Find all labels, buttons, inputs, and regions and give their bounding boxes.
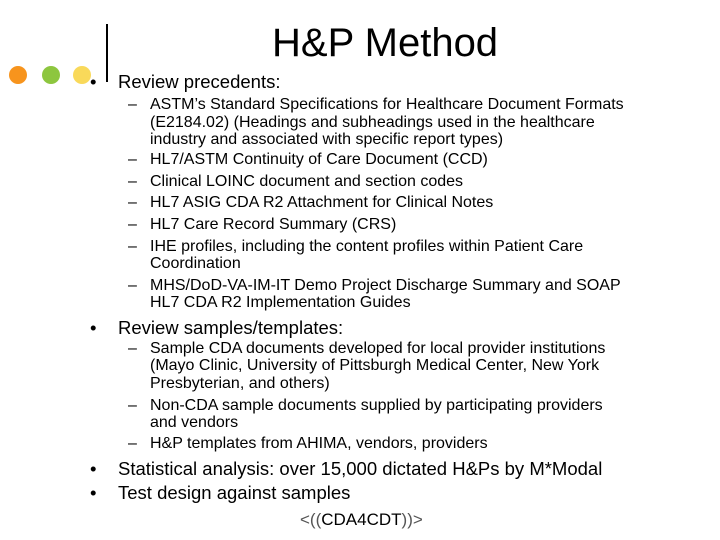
dash-icon: –: [128, 340, 137, 357]
slide-title: H&P Method: [272, 21, 499, 65]
sub-bullet-text: ASTM’s Standard Specifications for Healthcare Document Formats: [150, 96, 624, 113]
decorative-dot-green: [42, 66, 60, 84]
sub-bullet-text: (Mayo Clinic, University of Pittsburgh Medical Center, New York: [150, 357, 600, 374]
sub-bullet-text: HL7 CDA R2 Implementation Guides: [150, 294, 411, 311]
dash-icon: –: [128, 216, 137, 233]
dash-icon: –: [128, 96, 137, 113]
dash-icon: –: [128, 397, 137, 414]
logo-text: CDA4CDT: [321, 510, 402, 529]
bullet-text: Test design against samples: [118, 482, 351, 503]
bullet-text: Review samples/templates:: [118, 317, 344, 338]
sub-bullet-text: industry and associated with specific report types): [150, 131, 504, 148]
bullet-icon: •: [90, 71, 97, 92]
dash-icon: –: [128, 238, 137, 255]
sub-bullet-text: Sample CDA documents developed for local provider institutions: [150, 340, 606, 357]
logo-left-mark: <((: [300, 510, 322, 529]
dash-icon: –: [128, 173, 137, 190]
sub-bullet-text: Clinical LOINC document and section codes: [150, 173, 464, 190]
sub-bullet-text: HL7 ASIG CDA R2 Attachment for Clinical Notes: [150, 194, 494, 211]
bullet-icon: •: [90, 458, 97, 479]
dash-icon: –: [128, 151, 137, 168]
dash-icon: –: [128, 435, 137, 452]
bullet-icon: •: [90, 317, 97, 338]
bullet-icon: •: [90, 482, 97, 503]
sub-bullet-text: HL7 Care Record Summary (CRS): [150, 216, 397, 233]
logo-right-mark: ))>: [401, 510, 423, 529]
sub-bullet-text: MHS/DoD-VA-IM-IT Demo Project Discharge Summary and SOAP: [150, 277, 621, 294]
decorative-dot-orange: [9, 66, 27, 84]
bullet-text: Statistical analysis: over 15,000 dictated H&Ps by M*Modal: [118, 458, 603, 479]
dash-icon: –: [128, 194, 137, 211]
sub-bullet-text: Non-CDA sample documents supplied by participating providers: [150, 397, 603, 414]
sub-bullet-text: (E2184.02) (Headings and subheadings used in the healthcare: [150, 114, 595, 131]
cda4cdt-logo: [300, 507, 423, 533]
sub-bullet-text: Presbyterian, and others): [150, 375, 330, 392]
bullet-text: Review precedents:: [118, 71, 281, 92]
sub-bullet-text: HL7/ASTM Continuity of Care Document (CCD): [150, 151, 488, 168]
sub-bullet-text: IHE profiles, including the content profiles within Patient Care: [150, 238, 584, 255]
dash-icon: –: [128, 277, 137, 294]
sub-bullet-text: H&P templates from AHIMA, vendors, providers: [150, 435, 488, 452]
sub-bullet-text: and vendors: [150, 414, 239, 431]
sub-bullet-text: Coordination: [150, 255, 241, 272]
title-divider: [106, 24, 108, 82]
decorative-dot-yellow: [73, 66, 91, 84]
